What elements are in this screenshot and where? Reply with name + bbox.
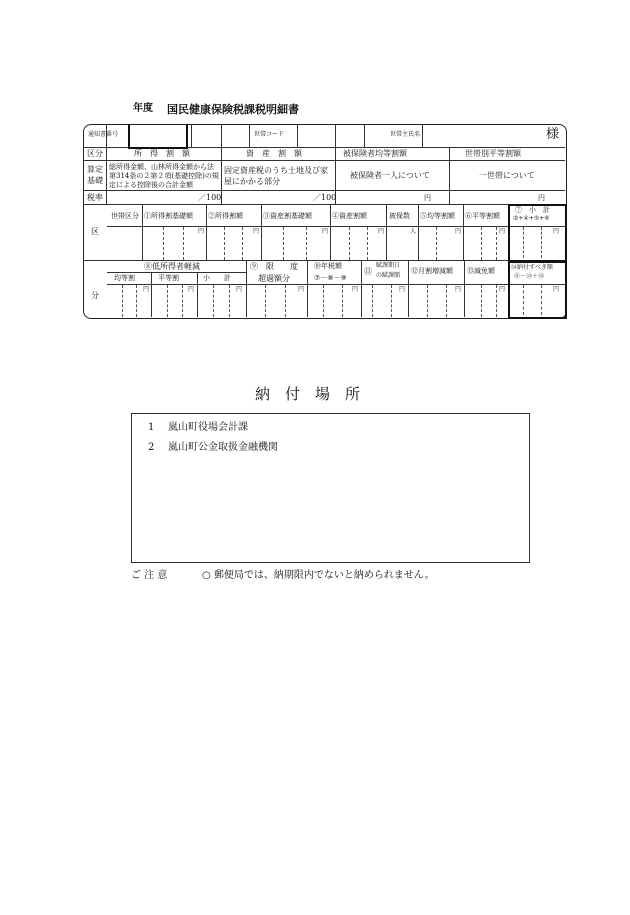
section-bun-label: 分 [91, 291, 99, 300]
unit-yen: 円 [499, 286, 506, 293]
col-annual-tax-formula: ⑦－⑧－⑨ [314, 274, 347, 282]
asset-levy-label: 資 産 割 額 [246, 149, 302, 158]
payment-item-banks: 嵐山町公金取扱金融機関 [168, 442, 278, 453]
income-rate-unit: ／100 [198, 193, 222, 202]
household-code-label: 世帯コード [254, 131, 285, 138]
unit-yen: 円 [236, 286, 243, 293]
per-capita-levy-label: 被保険者均等割額 [343, 149, 407, 158]
unit-yen: 円 [455, 286, 462, 293]
col-reduction-flat: 平等割 [158, 274, 179, 282]
document-title: 国民健康保険税課税明細書 [167, 103, 299, 116]
unit-yen: 円 [198, 228, 205, 235]
santei-kiso-label: 算定基礎 [87, 165, 103, 185]
income-basis-text: 総所得金額、山林所得金額から法第314条の２第２項(基礎控除)の規定による控除後の合計金額 [109, 163, 219, 189]
unit-person: 人 [410, 228, 417, 235]
col-subtotal-formula: ②+④+⑤+⑥ [513, 215, 550, 222]
payment-place-box [131, 413, 530, 563]
household-rate-unit: 円 [538, 194, 545, 202]
household-basis-text: 一世帯について [479, 171, 535, 180]
per-capita-basis-text: 被保険者一人について [350, 171, 430, 180]
notice-number-field[interactable] [128, 124, 188, 149]
household-flat-levy-label: 世帯別平等割額 [465, 149, 521, 158]
unit-yen: 円 [253, 228, 260, 235]
unit-yen: 円 [352, 286, 359, 293]
asset-basis-text: 固定資産税のうち土地及び家屋にかかる部分 [224, 166, 328, 186]
title-year: 年度 [133, 103, 153, 114]
honorific: 様 [546, 127, 560, 142]
col-assessment-date: 賦課期日 [376, 262, 401, 269]
col-monthly-adjustment: ⑫月割増減額 [411, 267, 453, 275]
tax-rate-label: 税率 [87, 193, 103, 202]
col-amount-due-formula: ⑪－⑬＋⑫ [514, 273, 545, 280]
notice-number-label: 通知書番号 [88, 131, 119, 138]
col-reduction-subtotal: 小 計 [203, 274, 231, 282]
col-asset-basis-amount: ③資産割基礎額 [263, 212, 312, 220]
asset-rate-unit: ／100 [313, 193, 337, 202]
unit-yen: 円 [298, 286, 305, 293]
col-setai-kubun: 世帯区分 [111, 212, 139, 220]
unit-yen: 円 [455, 228, 462, 235]
payment-place-heading: 納 付 場 所 [255, 385, 361, 403]
col-insured-count: 被保数 [389, 212, 410, 220]
col-subtotal: ⑦ 小 計 [515, 206, 550, 214]
col-per-capita-levy: ⑤均等割額 [420, 212, 455, 220]
householder-name-label: 世帯主氏名 [390, 131, 421, 138]
per-capita-rate-unit: 円 [424, 194, 431, 202]
col-assessment-amount: の賦課額 [376, 272, 401, 279]
unit-yen: 円 [399, 286, 406, 293]
unit-yen: 円 [143, 286, 150, 293]
payment-item-number: 1 [148, 422, 155, 433]
unit-yen: 円 [553, 228, 560, 235]
unit-yen: 円 [378, 228, 385, 235]
unit-yen: 円 [322, 228, 329, 235]
col-exemption: ⑬減免額 [467, 267, 495, 275]
col-low-income-reduction: ⑧低所得者軽減 [144, 262, 200, 271]
col-amount-due: ⑭納付すべき額 [511, 264, 553, 271]
col-income-levy: ②所得割額 [208, 212, 243, 220]
col-limit: ⑨ 限 度 [250, 262, 298, 271]
col-assessment-marker: ⑪ [364, 267, 372, 276]
note-text: ○ 郵便局では、納期限内でないと納められません。 [202, 570, 435, 581]
section-ku-label: 区 [91, 227, 99, 236]
unit-yen: 円 [553, 286, 560, 293]
col-annual-tax: ⑩年税額 [314, 262, 342, 270]
col-limit-excess: 超過額分 [258, 274, 290, 283]
col-flat-levy: ⑥平等割額 [465, 212, 500, 220]
payment-item-town-office: 嵐山町役場会計課 [168, 422, 248, 433]
col-asset-levy: ④資産割額 [332, 212, 367, 220]
kubun-label: 区分 [87, 149, 103, 158]
unit-yen: 円 [499, 228, 506, 235]
payment-item-number: 2 [148, 442, 155, 453]
income-levy-label: 所 得 割 額 [134, 149, 190, 158]
unit-yen: 円 [188, 286, 195, 293]
note-label: ご 注 意 [131, 570, 168, 581]
col-reduction-per-capita: 均等割 [114, 274, 135, 282]
col-income-basis-amount: ①所得割基礎額 [144, 212, 193, 220]
